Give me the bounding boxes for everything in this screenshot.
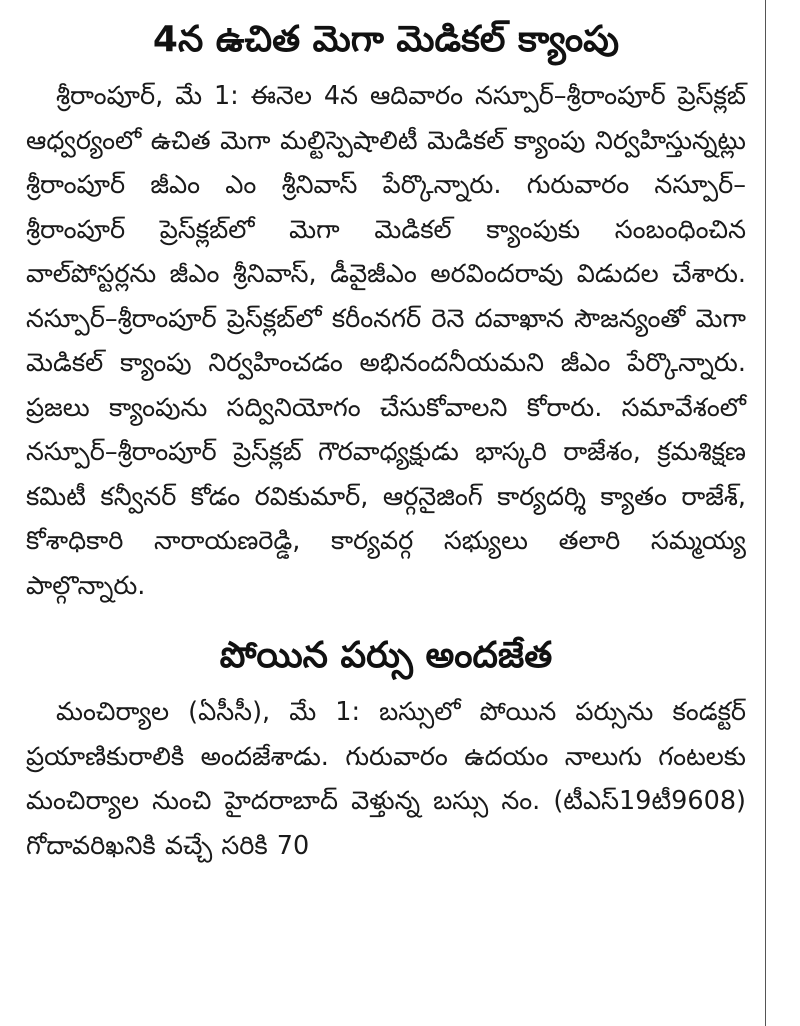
column-divider xyxy=(765,0,766,1026)
article-headline: పోయిన పర్సు అందజేత xyxy=(219,635,553,676)
article-lost-purse xyxy=(26,634,746,868)
article-medical-camp xyxy=(26,18,746,608)
article-body: మంచిర్యాల (ఏసీసీ), మే 1: బస్సులో పోయిన పర్సును కండక్టర్ ప్రయాణికురాలికి అందజేశాడు. గురువారం ఉదయం నాలుగు గంటలకు మంచిర్యాల నుంచి హైదరాబాద్ వెళ్తున్న బస్సు నం. (టీఎస్19టీ9608) గోదావరిఖనికి వచ్చే సరికి 70 xyxy=(26,697,746,861)
article-body: శ్రీరాంపూర్, మే 1: ఈనెల 4న ఆదివారం నస్పూర్–శ్రీరాంపూర్ ప్రెస్‌క్లబ్ ఆధ్వర్యంలో ఉచిత మెగా మల్టిస్పెషాలిటీ మెడికల్ క్యాంపు నిర్వహిస్తున్నట్లు శ్రీరాంపూర్ జీఎం ఎం శ్రీనివాస్ పేర్కొన్నారు. గురువారం నస్పూర్–శ్రీరాంపూర్ ప్రెస్‌క్లబ్‌లో మెగా మెడికల్ క్యాంపుకు సంబంధించిన వాల్‌పోస్టర్లను జీఎం శ్రీనివాస్, డీవైజీఎం అరవిందరావు విడుదల చేశారు. నస్పూర్–శ్రీరాంపూర్ ప్రెస్‌క్లబ్‌లో కరీంనగర్ రెనె దవాఖాన సౌజన్యంతో మెగా మెడికల్ క్యాంపు నిర్వహించడం అభినందనీయమని జీఎం పేర్కొన్నారు. ప్రజలు క్యాంపును సద్వినియోగం చేసుకోవాలని కోరారు. సమావేశంలో నస్పూర్–శ్రీరాంపూర్ ప్రెస్‌క్లబ్ గౌరవాధ్యక్షుడు భాస్కరి రాజేశం, క్రమశిక్షణ కమిటీ కన్వీనర్ కోడం రవికుమార్, ఆర్గనైజింగ్ కార్యదర్శి క్యాతం రాజేశ్, కోశాధికారి నారాయణరెడ్డి, కార్యవర్గ సభ్యులు తలారి సమ్మయ్య పాల్గొన్నారు. xyxy=(26,81,746,601)
article-headline: 4న ఉచిత మెగా మెడికల్ క్యాంపు xyxy=(152,19,620,60)
